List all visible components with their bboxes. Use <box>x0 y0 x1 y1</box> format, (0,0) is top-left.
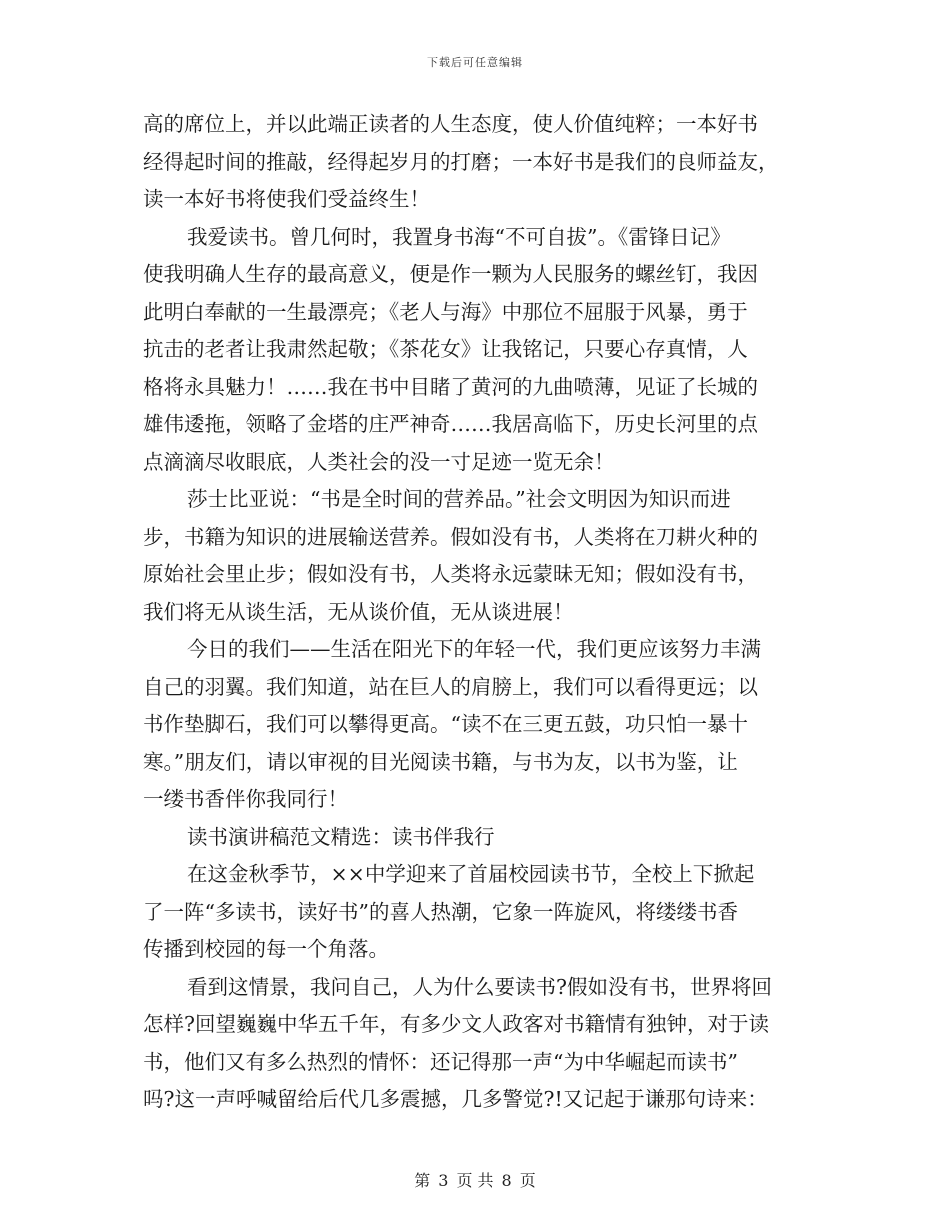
text-line: 使我明确人生存的最高意义，便是作一颗为人民服务的螺丝钉，我因 <box>143 262 758 286</box>
text-line: 一缕书香伴你我同行！ <box>143 787 348 811</box>
text-line: 经得起时间的推敲，经得起岁月的打磨；一本好书是我们的良师益友， <box>143 149 779 174</box>
page-footer <box>0 1168 950 1191</box>
text-line: 在这金秋季节，××中学迎来了首届校园读书节，全校上下掀起 <box>187 862 755 886</box>
footer-prefix: 第 <box>414 1171 431 1190</box>
footer-total-pages: 8 <box>501 1171 512 1190</box>
text-line: 怎样?回望巍巍中华五千年，有多少文人政客对书籍情有独钟，对于读 <box>143 1012 769 1036</box>
text-line: 格将永具魅力！……我在书中目睹了黄河的九曲喷薄，见证了长城的 <box>143 374 758 399</box>
text-line: 步，书籍为知识的进展输送营养。假如没有书，人类将在刀耕火种的 <box>143 524 758 549</box>
text-line: 书作垫脚石，我们可以攀得更高。“读不在三更五鼓，功只怕一暴十 <box>143 712 748 736</box>
footer-current-page: 3 <box>438 1171 449 1190</box>
text-line: 自己的羽翼。我们知道，站在巨人的肩膀上，我们可以看得更远；以 <box>143 674 758 699</box>
text-line: 高的席位上，并以此端正读者的人生态度，使人价值纯粹；一本好书 <box>143 112 758 136</box>
text-line: 书，他们又有多么热烈的情怀：还记得那一声“为中华崛起而读书” <box>143 1049 738 1074</box>
text-line: 读一本好书将使我们受益终生！ <box>143 187 430 211</box>
text-line: 原始社会里止步；假如没有书，人类将永远蒙昧无知；假如没有书， <box>143 562 758 586</box>
text-line: 了一阵“多读书，读好书”的喜人热潮，它象一阵旋风，将缕缕书香 <box>143 899 738 924</box>
footer-middle: 页 共 <box>456 1171 494 1190</box>
text-line: 点滴滴尽收眼底，人类社会的没一寸足迹一览无余！ <box>143 449 615 474</box>
text-line: 传播到校园的每一个角落。 <box>143 937 389 961</box>
page-header: 下载后可任意编辑 <box>427 56 523 69</box>
text-line: 读书演讲稿范文精选：读书伴我行 <box>187 824 495 849</box>
text-line: 抗击的老者让我肃然起敬；《茶花女》让我铭记，只要心存真情，人 <box>143 337 748 361</box>
text-line: 我们将无从谈生活，无从谈价值，无从谈进展！ <box>143 599 574 624</box>
text-line: 雄伟逶拖，领略了金塔的庄严神奇……我居高临下，历史长河里的点 <box>143 412 758 436</box>
footer-suffix: 页 <box>519 1171 536 1190</box>
text-line: 今日的我们——生活在阳光下的年轻一代，我们更应该努力丰满 <box>187 637 761 661</box>
document-body <box>143 106 803 1119</box>
text-line: 看到这情景，我问自己，人为什么要读书?假如没有书，世界将回 <box>187 974 772 999</box>
text-line: 我爱读书。曾几何时，我置身书海“不可自拔”。《雷锋日记》 <box>187 224 731 249</box>
text-line: 吗?这一声呼喊留给后代几多震撼，几多警觉?!又记起于谦那句诗来： <box>143 1087 768 1111</box>
text-line: 此明白奉献的一生最漂亮；《老人与海》中那位不屈服于风暴，勇于 <box>143 299 748 324</box>
text-line: 莎士比亚说：“书是全时间的营养品。”社会文明因为知识而进 <box>187 487 731 511</box>
text-line: 寒。”朋友们，请以审视的目光阅读书籍，与书为友，以书为鉴，让 <box>143 749 738 774</box>
